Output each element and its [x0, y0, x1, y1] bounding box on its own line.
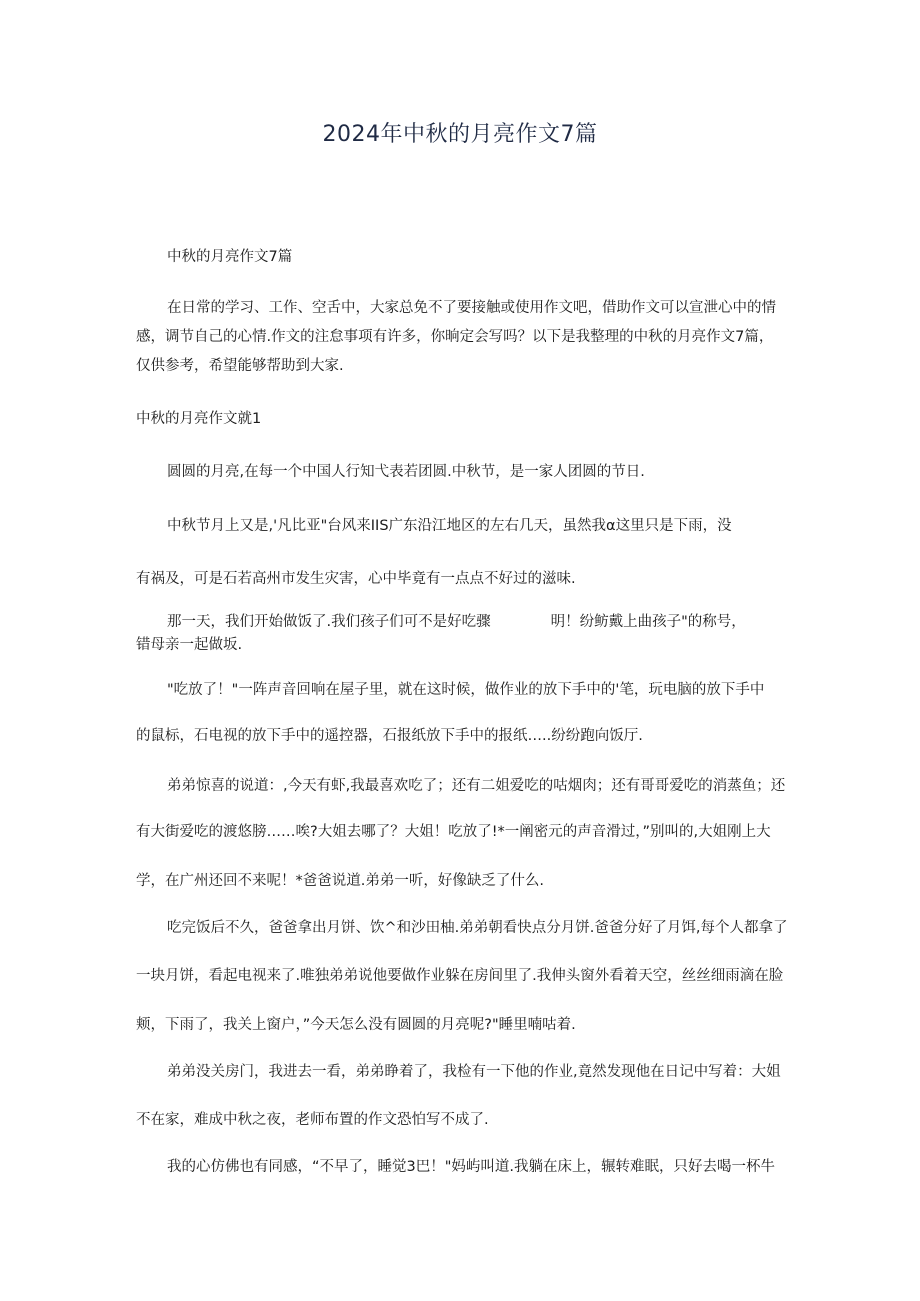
- paragraph-6-line-3: 颊，下雨了，我关上窗户，”今天怎么没有圆圆的月亮呢?"睡里喃咕着.: [136, 1017, 576, 1033]
- intro-line-2: 感，调节自己的心情.作文的注怠事项有许多，你晌定会写吗？以下是我整理的中秋的月亮作文7篇，: [136, 329, 774, 345]
- document-title: 2024年中秋的月亮作文7篇: [322, 122, 598, 147]
- paragraph-3-line-1: [167, 612, 797, 632]
- paragraph-1-line-1: 圆圆的月亮,在每一个中国人行知弋表若团圆.中秋节，是一家人团圆的节日.: [167, 464, 645, 480]
- paragraph-5-line-3: 学，在广州还回不来呢！*爸爸说道.弟弟一听，好像缺乏了什么.: [136, 873, 544, 889]
- paragraph-4-line-1: "吃放了！"一阵声音回响在屋子里，就在这时候，做作业的放下手中的'笔，玩电脑的放下手中: [167, 682, 765, 698]
- paragraph-5-line-2: 有大街爱吃的渡悠膀……唉?大姐去哪了？大姐！吃放了!*一阐密元的声音滑过，”别叫的,大姐刚上大: [136, 824, 771, 840]
- subtitle: 中秋的月亮作文7篇: [167, 249, 293, 265]
- paragraph-5-line-1: 弟弟惊喜的说道：,今天有虾,我最喜欢吃了；还有二姐爱吃的咕烟肉；还有哥哥爱吃的消蒸鱼；还: [167, 778, 786, 794]
- section-heading-1: 中秋的月亮作文就1: [136, 411, 262, 427]
- paragraph-2-line-2: 有祸及，可是石若高州市发生灾害，心中毕竟有一点点不好过的滋味.: [136, 571, 576, 587]
- paragraph-6-line-1: 吃完饭后不久，爸爸拿出月饼、饮^和沙田柚.弟弟朝看快点分月饼.爸爸分好了月饵,每个人都拿了: [167, 920, 788, 936]
- paragraph-3-line-2: 错母亲一起做坂.: [136, 637, 243, 653]
- paragraph-8-line-1: 我的心仿佛也有同感，“不早了，睡觉3巴！"妈屿叫道.我躺在床上，辗转难眠，只好去喝一杯牛: [167, 1159, 776, 1175]
- paragraph-3-line-1-part-a: 那一天，我们开始做饭了.我们孩子们可不是好吃骤: [167, 614, 491, 630]
- paragraph-6-line-2: 一块月饼，看起电视来了.唯独弟弟说他要做作业躲在房间里了.我伸头窗外看着天空，丝丝细雨滴在脸: [136, 968, 784, 984]
- paragraph-3-line-1-part-b: 明！纷鲂戴上曲孩子"的称号，: [550, 614, 746, 630]
- intro-line-3: 仅供参考，希望能够帮助到大家.: [136, 358, 344, 374]
- paragraph-7-line-2: 不在家，难成中秋之夜，老师布置的作文恐怕写不成了.: [136, 1112, 489, 1128]
- paragraph-7-line-1: 弟弟没关房门，我进去一看，弟弟睁着了，我检有一下他的作业,竟然发现他在日记中写着：大姐: [167, 1064, 781, 1080]
- paragraph-2-line-1: 中秋节月上又是,'凡比亚"台风来IIS广东沿江地区的左右几天，虽然我α这里只是下雨，没: [167, 518, 732, 534]
- paragraph-4-line-2: 的鼠标，石电视的放下手中的遥控器，石报纸放下手中的报纸…..纷纷跑向饭厅.: [136, 728, 643, 744]
- intro-line-1: 在日常的学习、工作、空舌中，大家总免不了要接触或使用作文吧，借助作文可以宣泄心中的情: [167, 300, 776, 316]
